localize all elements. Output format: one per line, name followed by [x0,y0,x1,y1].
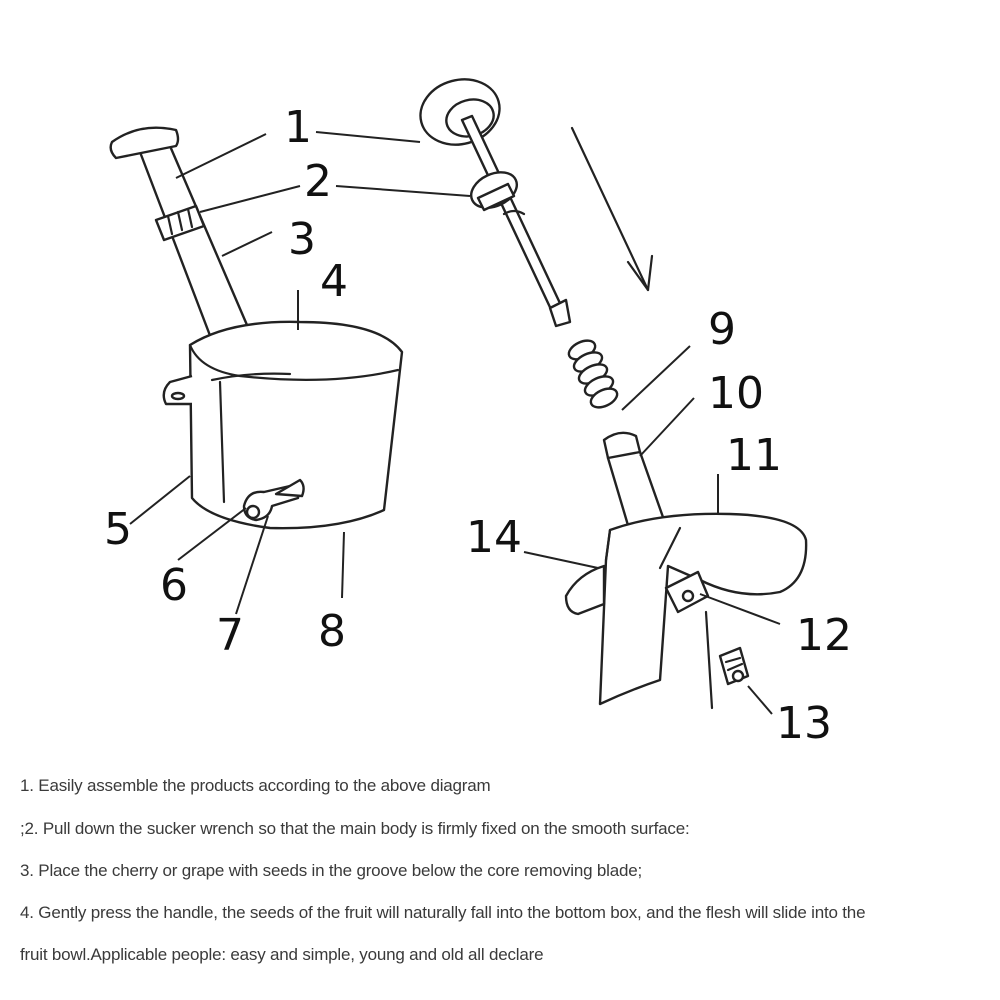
label-10: 10 [708,368,764,419]
instruction-step-2: ;2. Pull down the sucker wrench so that the main body is firmly fixed on the smooth surface: [20,819,690,838]
label-13: 13 [776,698,832,740]
middle-assembly [413,71,652,411]
instruction-step-1: 1. Easily assemble the products according to the above diagram [20,776,491,795]
spring [566,337,620,411]
pusher-rod [462,116,566,320]
label-2: 2 [304,156,332,207]
label-12: 12 [796,610,852,661]
plunger-rod [140,146,250,346]
label-7: 7 [216,610,244,661]
direction-arrow [572,128,648,290]
label-3: 3 [288,214,316,265]
label-1: 1 [284,102,312,153]
label-11: 11 [726,430,782,481]
instruction-step-3: 3. Place the cherry or grape with seeds in the groove below the core removing blade; [20,861,643,880]
side-flap [566,566,604,614]
label-8: 8 [318,606,346,657]
chute-body [600,514,806,704]
instruction-step-4: 4. Gently press the handle, the seeds of the fruit will naturally fall into the bottom box, and the flesh will slide into the [20,903,866,922]
label-6: 6 [160,560,188,611]
instruction-step-4-continued: fruit bowl.Applicable people: easy and simple, young and old all declare [20,945,544,964]
label-9: 9 [708,304,736,355]
label-5: 5 [104,504,132,555]
label-14: 14 [466,512,522,563]
label-4: 4 [320,256,348,307]
